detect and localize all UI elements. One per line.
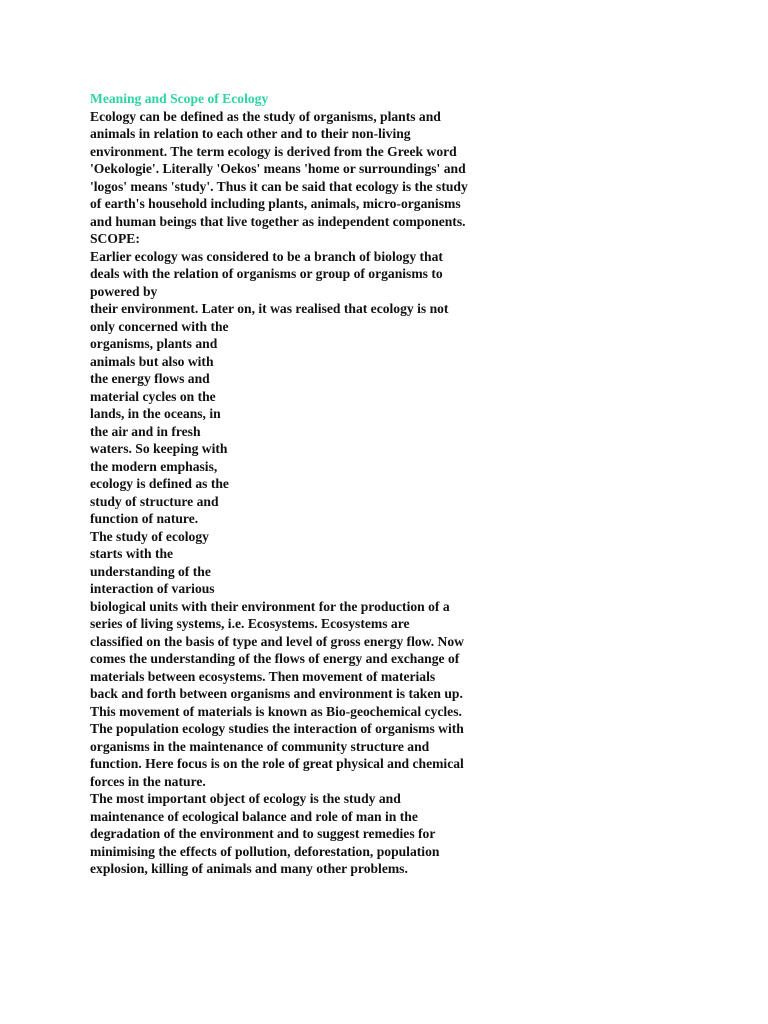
text-line: maintenance of ecological balance and role of man in the <box>90 808 418 824</box>
text-line: and human beings that live together as independent components. <box>90 213 466 229</box>
text-line: 'logos' means 'study'. Thus it can be said that ecology is the study <box>90 178 468 194</box>
text-line: series of living systems, i.e. Ecosystems. Ecosystems are <box>90 616 410 631</box>
text-line: This movement of materials is known as Bio-geochemical cycles. <box>90 703 462 719</box>
text-line: powered by <box>90 283 158 299</box>
document-title: Meaning and Scope of Ecology <box>90 91 269 106</box>
text-line: degradation of the environment and to suggest remedies for <box>90 826 436 841</box>
text-line: animals in relation to each other and to their non-living <box>90 126 411 141</box>
text-line: lands, in the oceans, in <box>90 406 221 421</box>
document-text <box>90 108 530 878</box>
text-line: material cycles on the <box>90 388 216 404</box>
text-line: comes the understanding of the flows of energy and exchange of <box>90 651 460 666</box>
text-line: forces in the nature. <box>90 773 206 789</box>
text-line: 'Oekologie'. Literally 'Oekos' means 'home or surroundings' and <box>90 161 466 176</box>
text-line: function of nature. <box>90 511 199 526</box>
text-line: understanding of the <box>90 563 211 579</box>
text-line: organisms in the maintenance of community structure and <box>90 738 430 754</box>
text-line: The study of ecology <box>90 528 209 544</box>
text-line: of earth's household including plants, animals, micro-organisms <box>90 196 461 211</box>
text-line: Ecology can be defined as the study of organisms, plants and <box>90 108 441 124</box>
text-line: environment. The term ecology is derived from the Greek word <box>90 143 457 159</box>
text-line: their environment. Later on, it was realised that ecology is not <box>90 301 449 316</box>
text-line: back and forth between organisms and environment is taken up. <box>90 686 463 701</box>
text-line: animals but also with <box>90 353 214 369</box>
text-line: minimising the effects of pollution, deforestation, population <box>90 843 440 859</box>
text-line: function. Here focus is on the role of great physical and chemical <box>90 756 464 771</box>
document-body <box>90 90 530 878</box>
text-line: starts with the <box>90 546 174 561</box>
text-line: materials between ecosystems. Then movement of materials <box>90 668 436 684</box>
text-line: classified on the basis of type and level of gross energy flow. Now <box>90 633 464 649</box>
text-line: Earlier ecology was considered to be a branch of biology that <box>90 248 443 264</box>
section-heading-scope: SCOPE: <box>90 231 140 246</box>
text-line: The most important object of ecology is the study and <box>90 791 401 806</box>
text-line: ecology is defined as the <box>90 476 229 491</box>
text-line: explosion, killing of animals and many other problems. <box>90 861 408 876</box>
text-line: interaction of various <box>90 581 215 596</box>
text-line: the air and in fresh <box>90 423 201 439</box>
text-line: The population ecology studies the interaction of organisms with <box>90 721 464 736</box>
text-line: biological units with their environment for the production of a <box>90 598 450 614</box>
text-line: only concerned with the <box>90 318 229 334</box>
text-line: the energy flows and <box>90 371 210 386</box>
text-line: waters. So keeping with <box>90 441 228 456</box>
text-line: deals with the relation of organisms or group of organisms to <box>90 266 443 281</box>
text-line: study of structure and <box>90 493 219 509</box>
text-line: the modern emphasis, <box>90 458 218 474</box>
text-line: organisms, plants and <box>90 336 218 351</box>
